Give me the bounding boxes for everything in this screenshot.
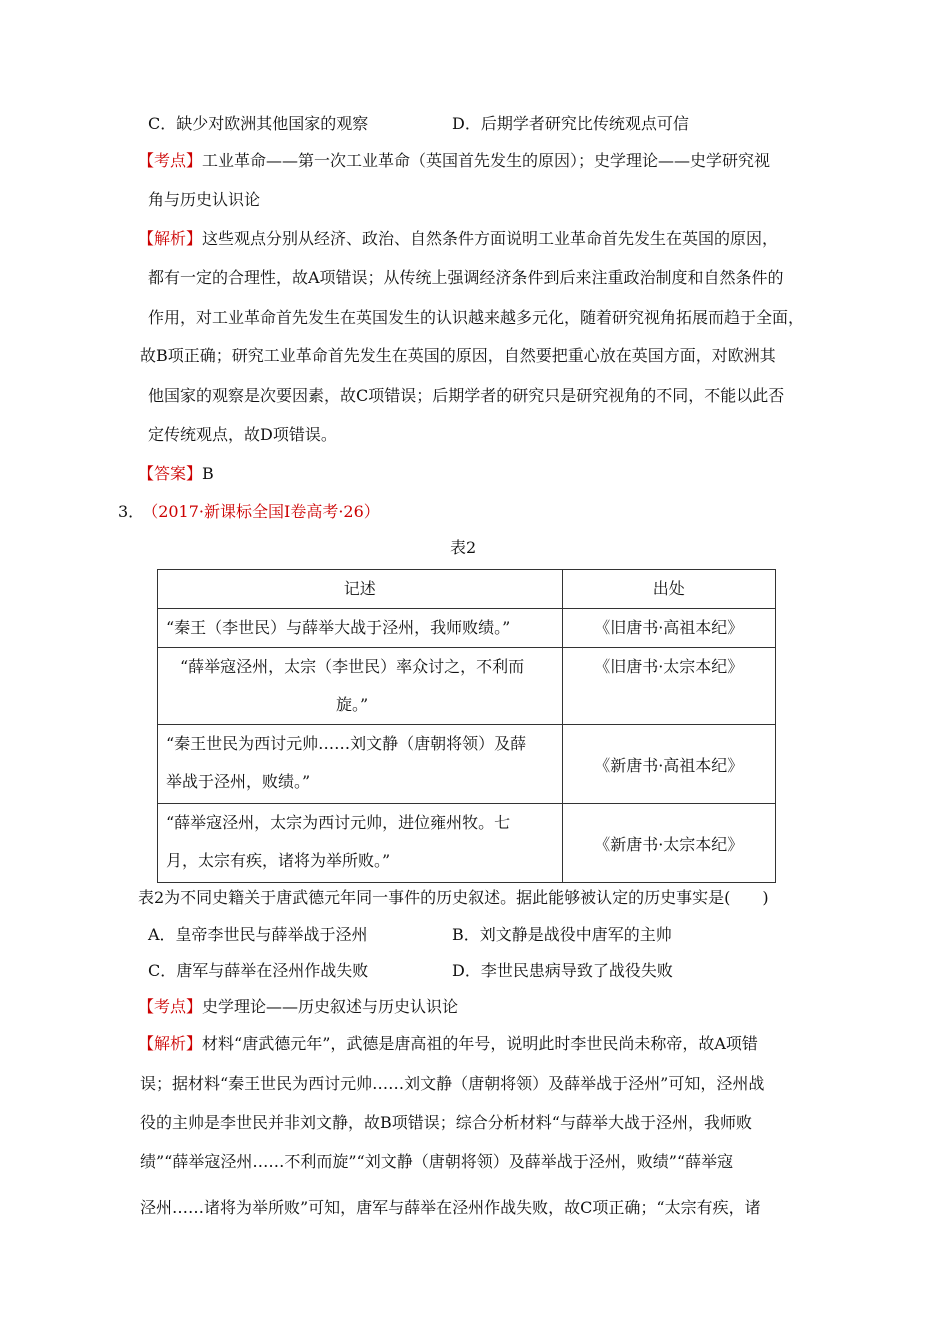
- row4-text-line2: 月，太宗有疾，诸将为举所败。”: [166, 851, 391, 870]
- kaodian-text-line2: 角与历史认识论: [148, 190, 261, 209]
- question-stem: 表2为不同史籍关于唐武德元年同一事件的历史叙述。据此能够被认定的历史事实是( ): [138, 888, 769, 907]
- kaodian-block-q3: [138, 997, 458, 1017]
- row3-text-line2: 举战于泾州，败绩。”: [166, 772, 311, 791]
- jiexi-q3-line-2: 误；据材料“秦王世民为西讨元帅……刘文静（唐朝将领）及薛举战于泾州”可知，泾州战: [140, 1074, 765, 1093]
- table-title: 表2: [450, 538, 477, 557]
- jiexi-text: 材料“唐武德元年”，武德是唐高祖的年号，说明此时李世民尚未称帝，故A项错: [202, 1034, 758, 1053]
- jiexi-q3-line-3: 役的主帅是李世民并非刘文静，故B项错误；综合分析材料“与薛举大战于泾州，我师败: [140, 1113, 752, 1132]
- jiexi-label: 【解析】: [138, 229, 203, 248]
- row4-source: 《新唐书·太宗本纪》: [594, 834, 744, 854]
- question-source: （2017·新课标全国Ⅰ卷高考·26）: [150, 502, 380, 521]
- row1-source: 《旧唐书·高祖本纪》: [594, 618, 744, 637]
- row3-text-line1: “秦王世民为西讨元帅……刘文静（唐朝将领）及薛: [166, 734, 527, 753]
- row2-text-line1: “薛举寇泾州，太宗（李世民）率众讨之，不利而: [180, 657, 525, 676]
- question-number: 3．: [118, 502, 145, 521]
- row3-source: 《新唐书·高祖本纪》: [594, 755, 744, 775]
- kaodian-block-prev: [138, 151, 770, 171]
- jiexi-block-q3: [138, 1034, 758, 1054]
- option-b: B．刘文静是战役中唐军的主帅: [452, 925, 672, 944]
- row2-source: 《旧唐书·太宗本纪》: [594, 657, 744, 676]
- jiexi-block-prev: [138, 229, 778, 249]
- jiexi-line-5: 他国家的观察是次要因素，故C项错误；后期学者的研究只是研究视角的不同，不能以此否: [148, 386, 785, 405]
- table-row: [158, 725, 776, 804]
- table-row: [158, 609, 776, 648]
- answer-label: 【答案】: [138, 464, 203, 483]
- table-row: [158, 648, 776, 725]
- jiexi-q3-line-4: 绩”“薛举寇泾州……不利而旋”“刘文静（唐朝将领）及薛举战于泾州，败绩”“薛举寇: [140, 1152, 734, 1171]
- table-row: [158, 804, 776, 883]
- table-header-row: [158, 570, 776, 609]
- jiexi-label: 【解析】: [138, 1034, 203, 1053]
- option-c-prev: C．缺少对欧洲其他国家的观察: [148, 114, 369, 133]
- kaodian-label: 【考点】: [138, 151, 203, 170]
- jiexi-q3-line-5: 泾州……诸将为举所败”可知，唐军与薛举在泾州作战失败，故C项正确；“太宗有疾，诸: [140, 1198, 761, 1217]
- row1-text: “秦王（李世民）与薛举大战于泾州，我师败绩。”: [166, 618, 511, 637]
- option-a: A．皇帝李世民与薛举战于泾州: [148, 925, 368, 944]
- kaodian-label: 【考点】: [138, 997, 203, 1016]
- row2-text-line2: 旋。”: [336, 695, 369, 714]
- jiexi-line-2: 都有一定的合理性，故A项错误；从传统上强调经济条件到后来注重政治制度和自然条件的: [148, 268, 784, 287]
- kaodian-text: 史学理论——历史叙述与历史认识论: [202, 997, 459, 1016]
- history-table: [157, 569, 776, 883]
- table-header-record: 记述: [343, 579, 376, 598]
- table-header-source: 出处: [652, 579, 685, 598]
- option-d-prev: D．后期学者研究比传统观点可信: [452, 114, 689, 133]
- row4-text-line1: “薛举寇泾州，太宗为西讨元帅，进位雍州牧。七: [166, 813, 511, 832]
- jiexi-line-6: 定传统观点，故D项错误。: [148, 425, 337, 444]
- jiexi-line-4: 故B项正确；研究工业革命首先发生在英国的原因，自然要把重心放在英国方面，对欧洲其: [140, 346, 776, 365]
- answer-value: B: [202, 464, 214, 483]
- jiexi-text: 这些观点分别从经济、政治、自然条件方面说明工业革命首先发生在英国的原因，: [202, 229, 779, 248]
- jiexi-line-3: 作用，对工业革命首先发生在英国发生的认识越来越多元化，随着研究视角拓展而趋于全面，: [148, 308, 805, 327]
- kaodian-text: 工业革命——第一次工业革命（英国首先发生的原因）；史学理论——史学研究视: [202, 151, 771, 170]
- option-c: C．唐军与薛举在泾州作战失败: [148, 961, 369, 980]
- question-3-header: [118, 502, 380, 522]
- option-d: D．李世民患病导致了战役失败: [452, 961, 673, 980]
- answer-block-prev: [138, 464, 214, 484]
